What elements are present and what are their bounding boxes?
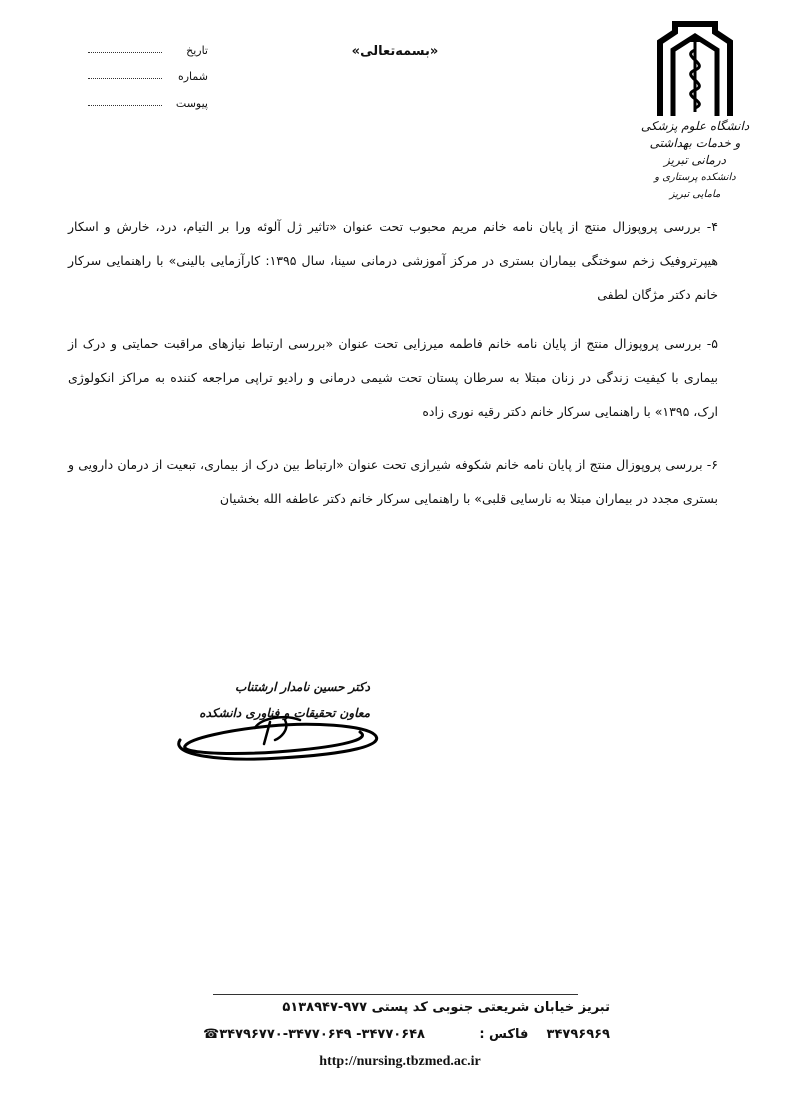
handwritten-signature <box>160 700 390 770</box>
list-item <box>68 210 718 312</box>
attachment-label: پیوست <box>175 97 208 110</box>
list-item <box>68 448 718 516</box>
item-text: بررسی پروپوزال منتج از پایان نامه خانم مریم محبوب تحت عنوان «تاثیر ژل آلوئه ورا بر التیام، درد، خارش و اسکار هیپرتروفیک زخم سوختگی بیماران بستری در مرکز آموزشی درمانی سینا، سال ۱۳۹۵: کارآزمایی بالینی» با راهنمایی سرکار خانم دکتر مژگان لطفی <box>68 219 718 302</box>
number-dotted-line <box>88 78 162 79</box>
fax-number: ۳۴۷۹۶۹۶۹ <box>546 1027 610 1042</box>
footer-contact <box>180 1027 610 1042</box>
fax-label: فاکس : <box>479 1027 529 1042</box>
phone-numbers: ۳۴۷۷۰۶۴۸- ۳۴۷۷۰۶۴۹-۳۴۷۹۶۷۷۰☎ <box>203 1027 425 1042</box>
footer-address: تبریز خیابان شریعتی جنوبی کد پستی ۹۷۷-۵۱۳۸۹۴۷ <box>282 1000 610 1015</box>
number-label: شماره <box>177 70 208 83</box>
item-text: بررسی پروپوزال منتج از پایان نامه خانم شکوفه شیرازی تحت عنوان «ارتباط بین درک از بیماری، تبعیت از درمان دارویی و بستری مجدد در بیماران مبتلا به نارسایی قلبی» با راهنمایی سرکار خانم دکتر عاطفه الله بخشیان <box>68 457 718 506</box>
website-link[interactable]: http://nursing.tbzmed.ac.ir <box>319 1054 481 1069</box>
date-field <box>88 44 208 62</box>
logo-text-line3: دانشکده پرستاری و مامایی تبریز <box>654 172 736 200</box>
logo-text-line1: دانشگاه علوم پزشکی <box>640 119 750 133</box>
item-number: ۴- <box>706 219 718 234</box>
date-label: تاریخ <box>186 44 208 57</box>
signatory-name: دکتر حسین نامدار ارشتناب <box>235 680 370 694</box>
item-text: بررسی پروپوزال منتج از پایان نامه خانم فاطمه میرزایی تحت عنوان «بررسی ارتباط نیازهای مراقبت حمایتی و درک از بیماری با کیفیت زندگی در زنان مبتلا به سرطان پستان تحت شیمی درمانی و رادیو تراپی مراجعه کننده به مراکز انکولوژی ارک، ۱۳۹۵» با راهنمایی سرکار خانم دکتر رقیه نوری زاده <box>68 336 718 419</box>
attachment-dotted-line <box>88 105 162 106</box>
university-logo <box>640 20 750 200</box>
footer-divider <box>213 994 578 995</box>
item-number: ۵- <box>706 336 718 351</box>
bismillah-heading: «بسمه‌تعالی» <box>351 44 439 59</box>
date-dotted-line <box>88 52 162 53</box>
item-number: ۶- <box>706 457 718 472</box>
list-item <box>68 327 718 429</box>
logo-text-line2: و خدمات بهداشتی درمانی تبریز <box>649 136 741 167</box>
number-field <box>88 70 208 88</box>
attachment-field <box>88 97 208 115</box>
signatory-title: معاون تحقیقات و فناوری دانشکده <box>199 706 370 720</box>
emblem-icon <box>640 20 750 120</box>
